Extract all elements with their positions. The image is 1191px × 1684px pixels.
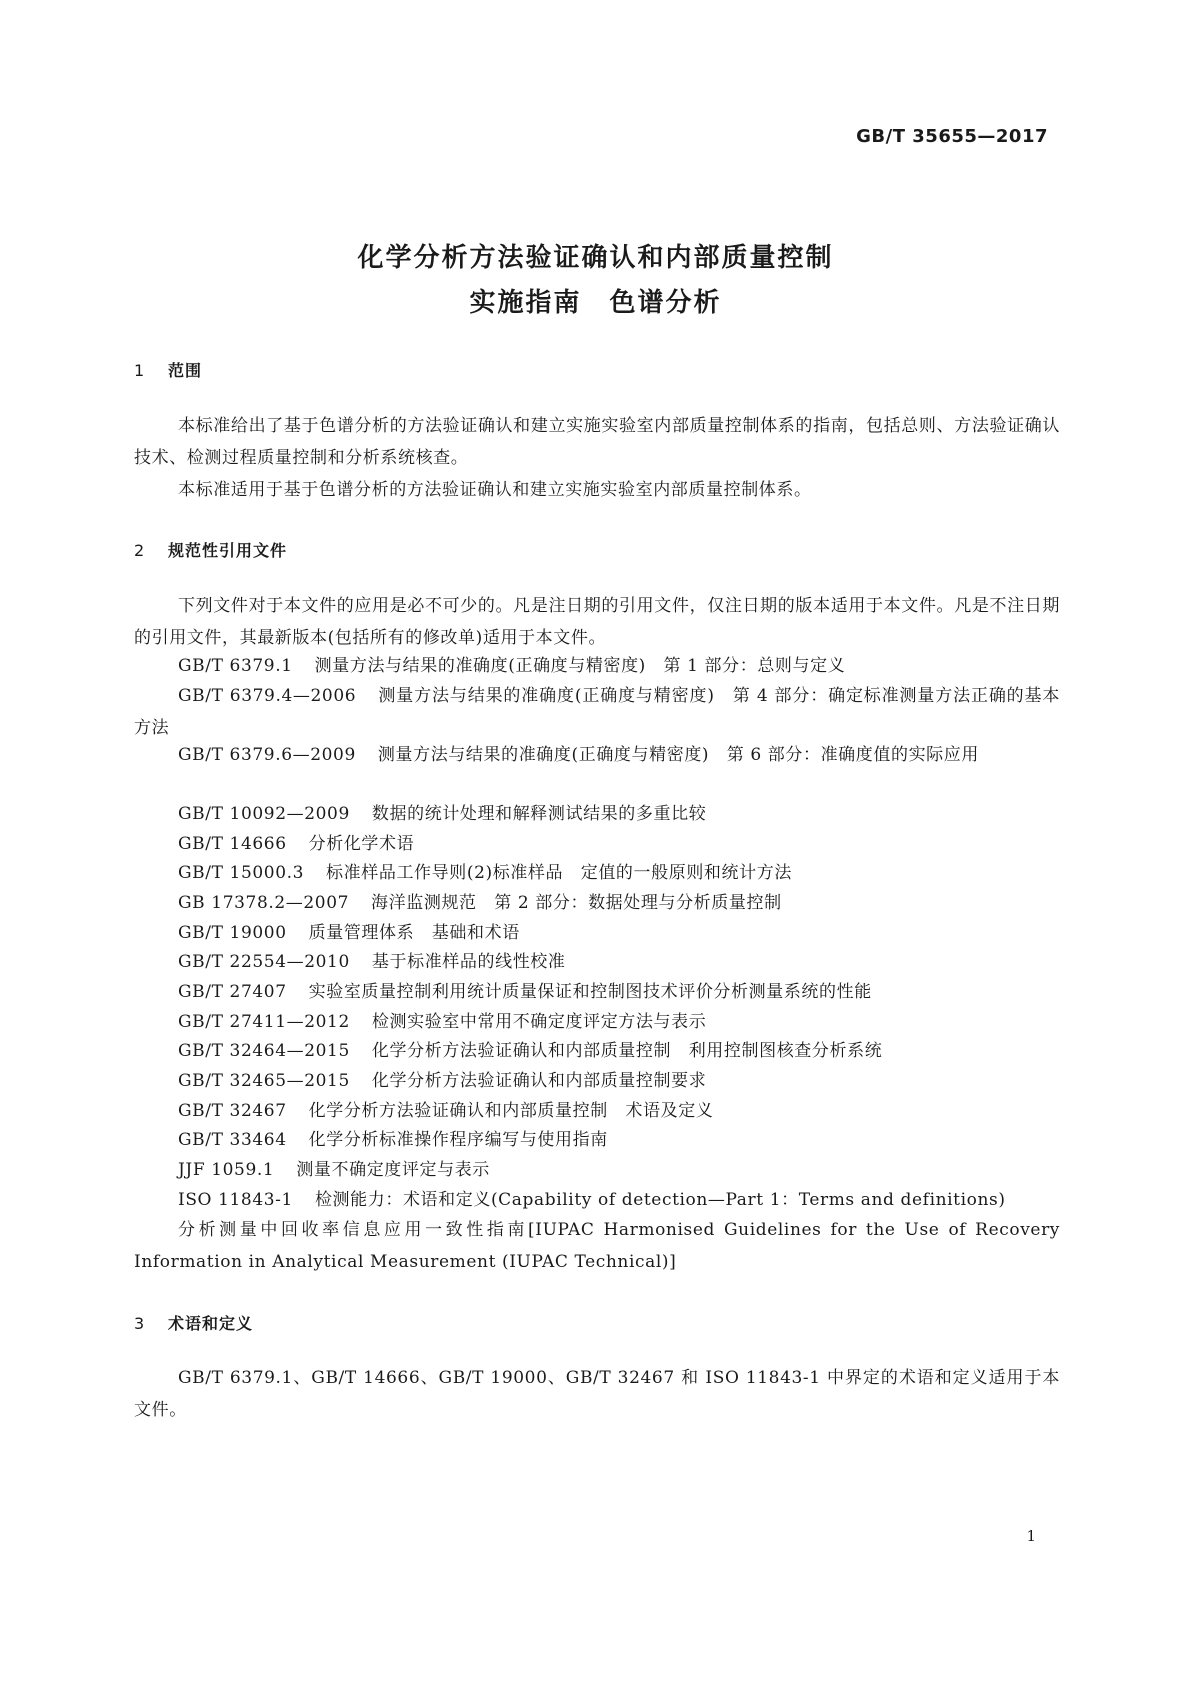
- reference-code: GB/T 27407: [178, 982, 287, 1002]
- reference-title: 测量方法与结果的准确度(正确度与精密度) 第 6 部分：准确度值的实际应用: [377, 745, 979, 765]
- reference-item: [134, 1065, 1060, 1097]
- section-title: 范围: [168, 361, 203, 380]
- reference-code: GB/T 32465—2015: [178, 1071, 350, 1091]
- reference-code: GB/T 6379.4—2006: [178, 686, 357, 706]
- reference-title: 质量管理体系 基础和术语: [308, 923, 520, 943]
- reference-title: 测量方法与结果的准确度(正确度与精密度) 第 1 部分：总则与定义: [314, 656, 846, 676]
- section-3-heading: [134, 1311, 253, 1334]
- reference-title: 分析化学术语: [308, 834, 415, 854]
- page-number: 1: [1026, 1527, 1036, 1545]
- reference-title: 化学分析方法验证确认和内部质量控制 术语及定义: [308, 1101, 714, 1121]
- section-2-heading: [134, 538, 287, 561]
- reference-item: [134, 1184, 1060, 1216]
- reference-item: [134, 1124, 1060, 1156]
- reference-item: [134, 917, 1060, 949]
- reference-item: [134, 946, 1060, 978]
- section-1-heading: [134, 358, 202, 381]
- section-number: 2: [134, 541, 146, 560]
- section-3-paragraph: GB/T 6379.1、GB/T 14666、GB/T 19000、GB/T 32467 和 ISO 11843-1 中界定的术语和定义适用于本文件。: [134, 1368, 1060, 1420]
- reference-title: 标准样品工作导则(2)标准样品 定值的一般原则和统计方法: [326, 863, 792, 883]
- reference-item: [134, 976, 1060, 1008]
- reference-title: 检测实验室中常用不确定度评定方法与表示: [371, 1012, 707, 1032]
- reference-code: GB/T 32464—2015: [178, 1041, 350, 1061]
- reference-title: 测量不确定度评定与表示: [296, 1160, 490, 1180]
- reference-item: [134, 1035, 1060, 1067]
- reference-code: GB/T 6379.6—2009: [178, 745, 356, 765]
- reference-title: 基于标准样品的线性校准: [371, 952, 566, 972]
- reference-code: GB/T 6379.1: [178, 656, 293, 676]
- reference-title: 海洋监测规范 第 2 部分：数据处理与分析质量控制: [371, 893, 782, 913]
- section-number: 1: [134, 361, 146, 380]
- reference-item: [134, 680, 1060, 744]
- document-title-line-2: 实施指南 色谱分析: [469, 288, 722, 318]
- reference-item: [134, 828, 1060, 860]
- reference-code: GB/T 22554—2010: [178, 952, 350, 972]
- reference-code: GB/T 27411—2012: [178, 1012, 350, 1032]
- reference-title: 检测能力：术语和定义(Capability of detection—Part 1：Terms and definitions): [314, 1190, 1006, 1210]
- reference-title: 测量方法与结果的准确度(正确度与精密度) 第 4 部分：确定标准测量方法正确的基本方法: [134, 686, 1060, 738]
- reference-title: 化学分析方法验证确认和内部质量控制 利用控制图核查分析系统: [371, 1041, 883, 1061]
- section-number: 3: [134, 1314, 146, 1333]
- section-title: 术语和定义: [168, 1314, 254, 1333]
- reference-item-last: 分析测量中回收率信息应用一致性指南[IUPAC Harmonised Guidelines for the Use of Recovery Information in Analytical Measurement (IUPAC Technical)]: [134, 1220, 1060, 1272]
- section-1-paragraph-2: 本标准适用于基于色谱分析的方法验证确认和建立实施实验室内部质量控制体系。: [178, 480, 812, 500]
- reference-title: 化学分析标准操作程序编写与使用指南: [308, 1130, 608, 1150]
- reference-code: ISO 11843-1: [178, 1190, 293, 1210]
- reference-title: 数据的统计处理和解释测试结果的多重比较: [371, 804, 707, 824]
- reference-code: GB/T 33464: [178, 1130, 287, 1150]
- reference-item: [134, 798, 1060, 830]
- reference-code: GB/T 10092—2009: [178, 804, 350, 824]
- reference-code: GB/T 15000.3: [178, 863, 305, 883]
- reference-title: 化学分析方法验证确认和内部质量控制要求: [371, 1071, 707, 1091]
- reference-item: [134, 1095, 1060, 1127]
- section-2-intro: 下列文件对于本文件的应用是必不可少的。凡是注日期的引用文件，仅注日期的版本适用于本文件。凡是不注日期的引用文件，其最新版本(包括所有的修改单)适用于本文件。: [134, 596, 1060, 648]
- reference-item: [134, 887, 1060, 919]
- reference-code: GB/T 14666: [178, 834, 287, 854]
- reference-item: [134, 739, 1060, 771]
- document-title-line-1: 化学分析方法验证确认和内部质量控制: [357, 243, 834, 273]
- reference-item: [134, 650, 1060, 682]
- reference-item: [134, 1154, 1060, 1186]
- reference-code: GB/T 32467: [178, 1101, 287, 1121]
- reference-code: JJF 1059.1: [178, 1160, 275, 1180]
- reference-code: GB/T 19000: [178, 923, 287, 943]
- section-1-paragraph-1: 本标准给出了基于色谱分析的方法验证确认和建立实施实验室内部质量控制体系的指南，包括总则、方法验证确认技术、检测过程质量控制和分析系统核查。: [134, 416, 1060, 468]
- section-title: 规范性引用文件: [168, 541, 288, 560]
- reference-item: [134, 857, 1060, 889]
- reference-code: GB 17378.2—2007: [178, 893, 350, 913]
- reference-item: [134, 1006, 1060, 1038]
- standard-code: GB/T 35655—2017: [856, 126, 1048, 147]
- reference-title: 实验室质量控制利用统计质量保证和控制图技术评价分析测量系统的性能: [308, 982, 872, 1002]
